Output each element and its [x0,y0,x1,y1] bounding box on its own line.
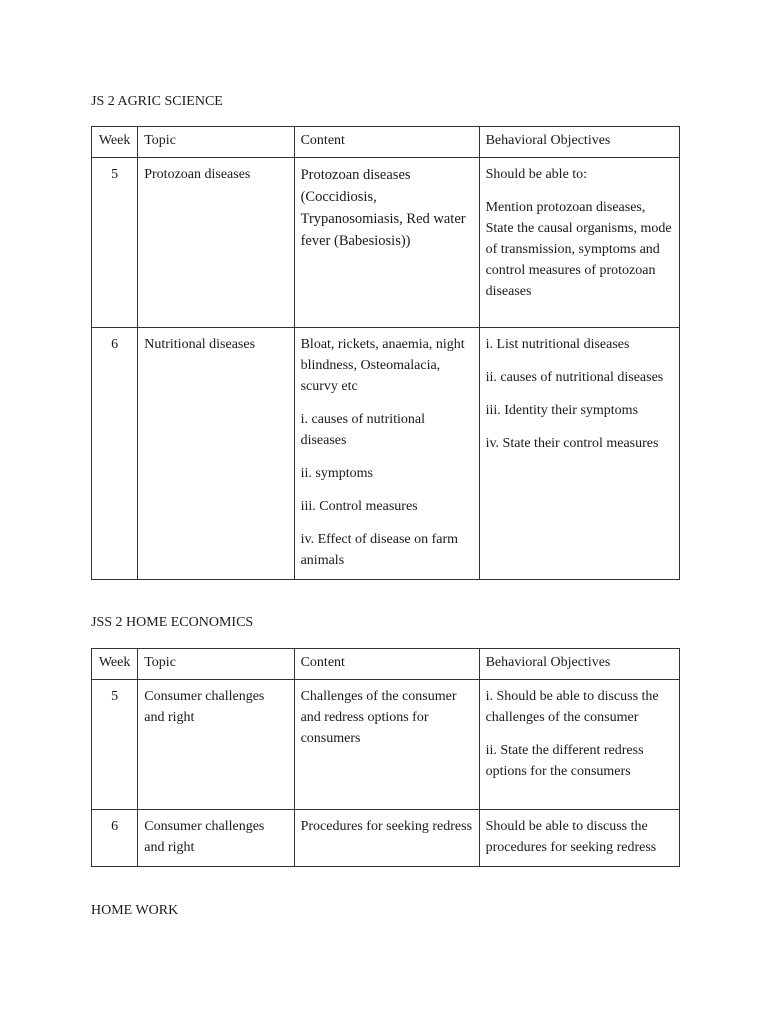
header-objectives: Behavioral Objectives [479,649,679,680]
header-topic: Topic [138,649,294,680]
objective-paragraph: Should be able to: [485,167,588,182]
content-paragraph: Challenges of the consumer and redress options for consumers [300,689,457,746]
objective-paragraph: iv. State their control measures [485,436,659,451]
topic-cell: Protozoan diseases [138,158,294,328]
home-econ-table [91,648,680,867]
topic-cell: Consumer challenges and right [138,810,294,867]
header-content: Content [294,127,479,158]
home-econ-heading: JSS 2 HOME ECONOMICS [91,615,254,630]
content-paragraph: iv. Effect of disease on farm animals [300,532,459,568]
week-cell: 5 [92,158,138,328]
content-cell [294,328,479,580]
content-paragraph: Protozoan diseases (Coccidiosis, Trypanosomiasis, Red water fever (Babesiosis)) [300,167,466,249]
content-cell [294,810,479,867]
content-cell [294,158,479,328]
content-paragraph: Bloat, rickets, anaemia, night blindness, Osteomalacia, scurvy etc [300,337,465,394]
table-row [92,158,680,328]
header-objectives: Behavioral Objectives [479,127,679,158]
header-content: Content [294,649,479,680]
objectives-cell [479,158,679,328]
table-header-row [92,649,680,680]
header-topic: Topic [138,127,294,158]
table-row [92,810,680,867]
header-week: Week [92,127,138,158]
content-paragraph: ii. symptoms [300,466,373,481]
objective-paragraph: i. Should be able to discuss the challenges of the consumer [485,689,659,725]
homework-heading: HOME WORK [91,903,179,918]
content-paragraph: i. causes of nutritional diseases [300,412,426,448]
content-paragraph: iii. Control measures [300,499,418,514]
agric-heading: JS 2 AGRIC SCIENCE [91,94,223,109]
week-cell: 5 [92,680,138,810]
objective-paragraph: i. List nutritional diseases [485,337,630,352]
agric-table [91,126,680,580]
topic-cell: Consumer challenges and right [138,680,294,810]
content-cell [294,680,479,810]
header-week: Week [92,649,138,680]
topic-cell: Nutritional diseases [138,328,294,580]
table-row [92,328,680,580]
objective-paragraph: Mention protozoan diseases, State the causal organisms, mode of transmission, symptoms and control measures of protozoan diseases [485,200,672,299]
week-cell: 6 [92,810,138,867]
objective-paragraph: ii. State the different redress options for the consumers [485,743,644,779]
objective-paragraph: Should be able to discuss the procedures for seeking redress [485,819,657,855]
objectives-cell [479,328,679,580]
table-row [92,680,680,810]
content-paragraph: Procedures for seeking redress [300,819,473,834]
objective-paragraph: ii. causes of nutritional diseases [485,370,664,385]
objectives-cell [479,680,679,810]
objective-paragraph: iii. Identity their symptoms [485,403,639,418]
table-header-row [92,127,680,158]
objectives-cell [479,810,679,867]
week-cell: 6 [92,328,138,580]
